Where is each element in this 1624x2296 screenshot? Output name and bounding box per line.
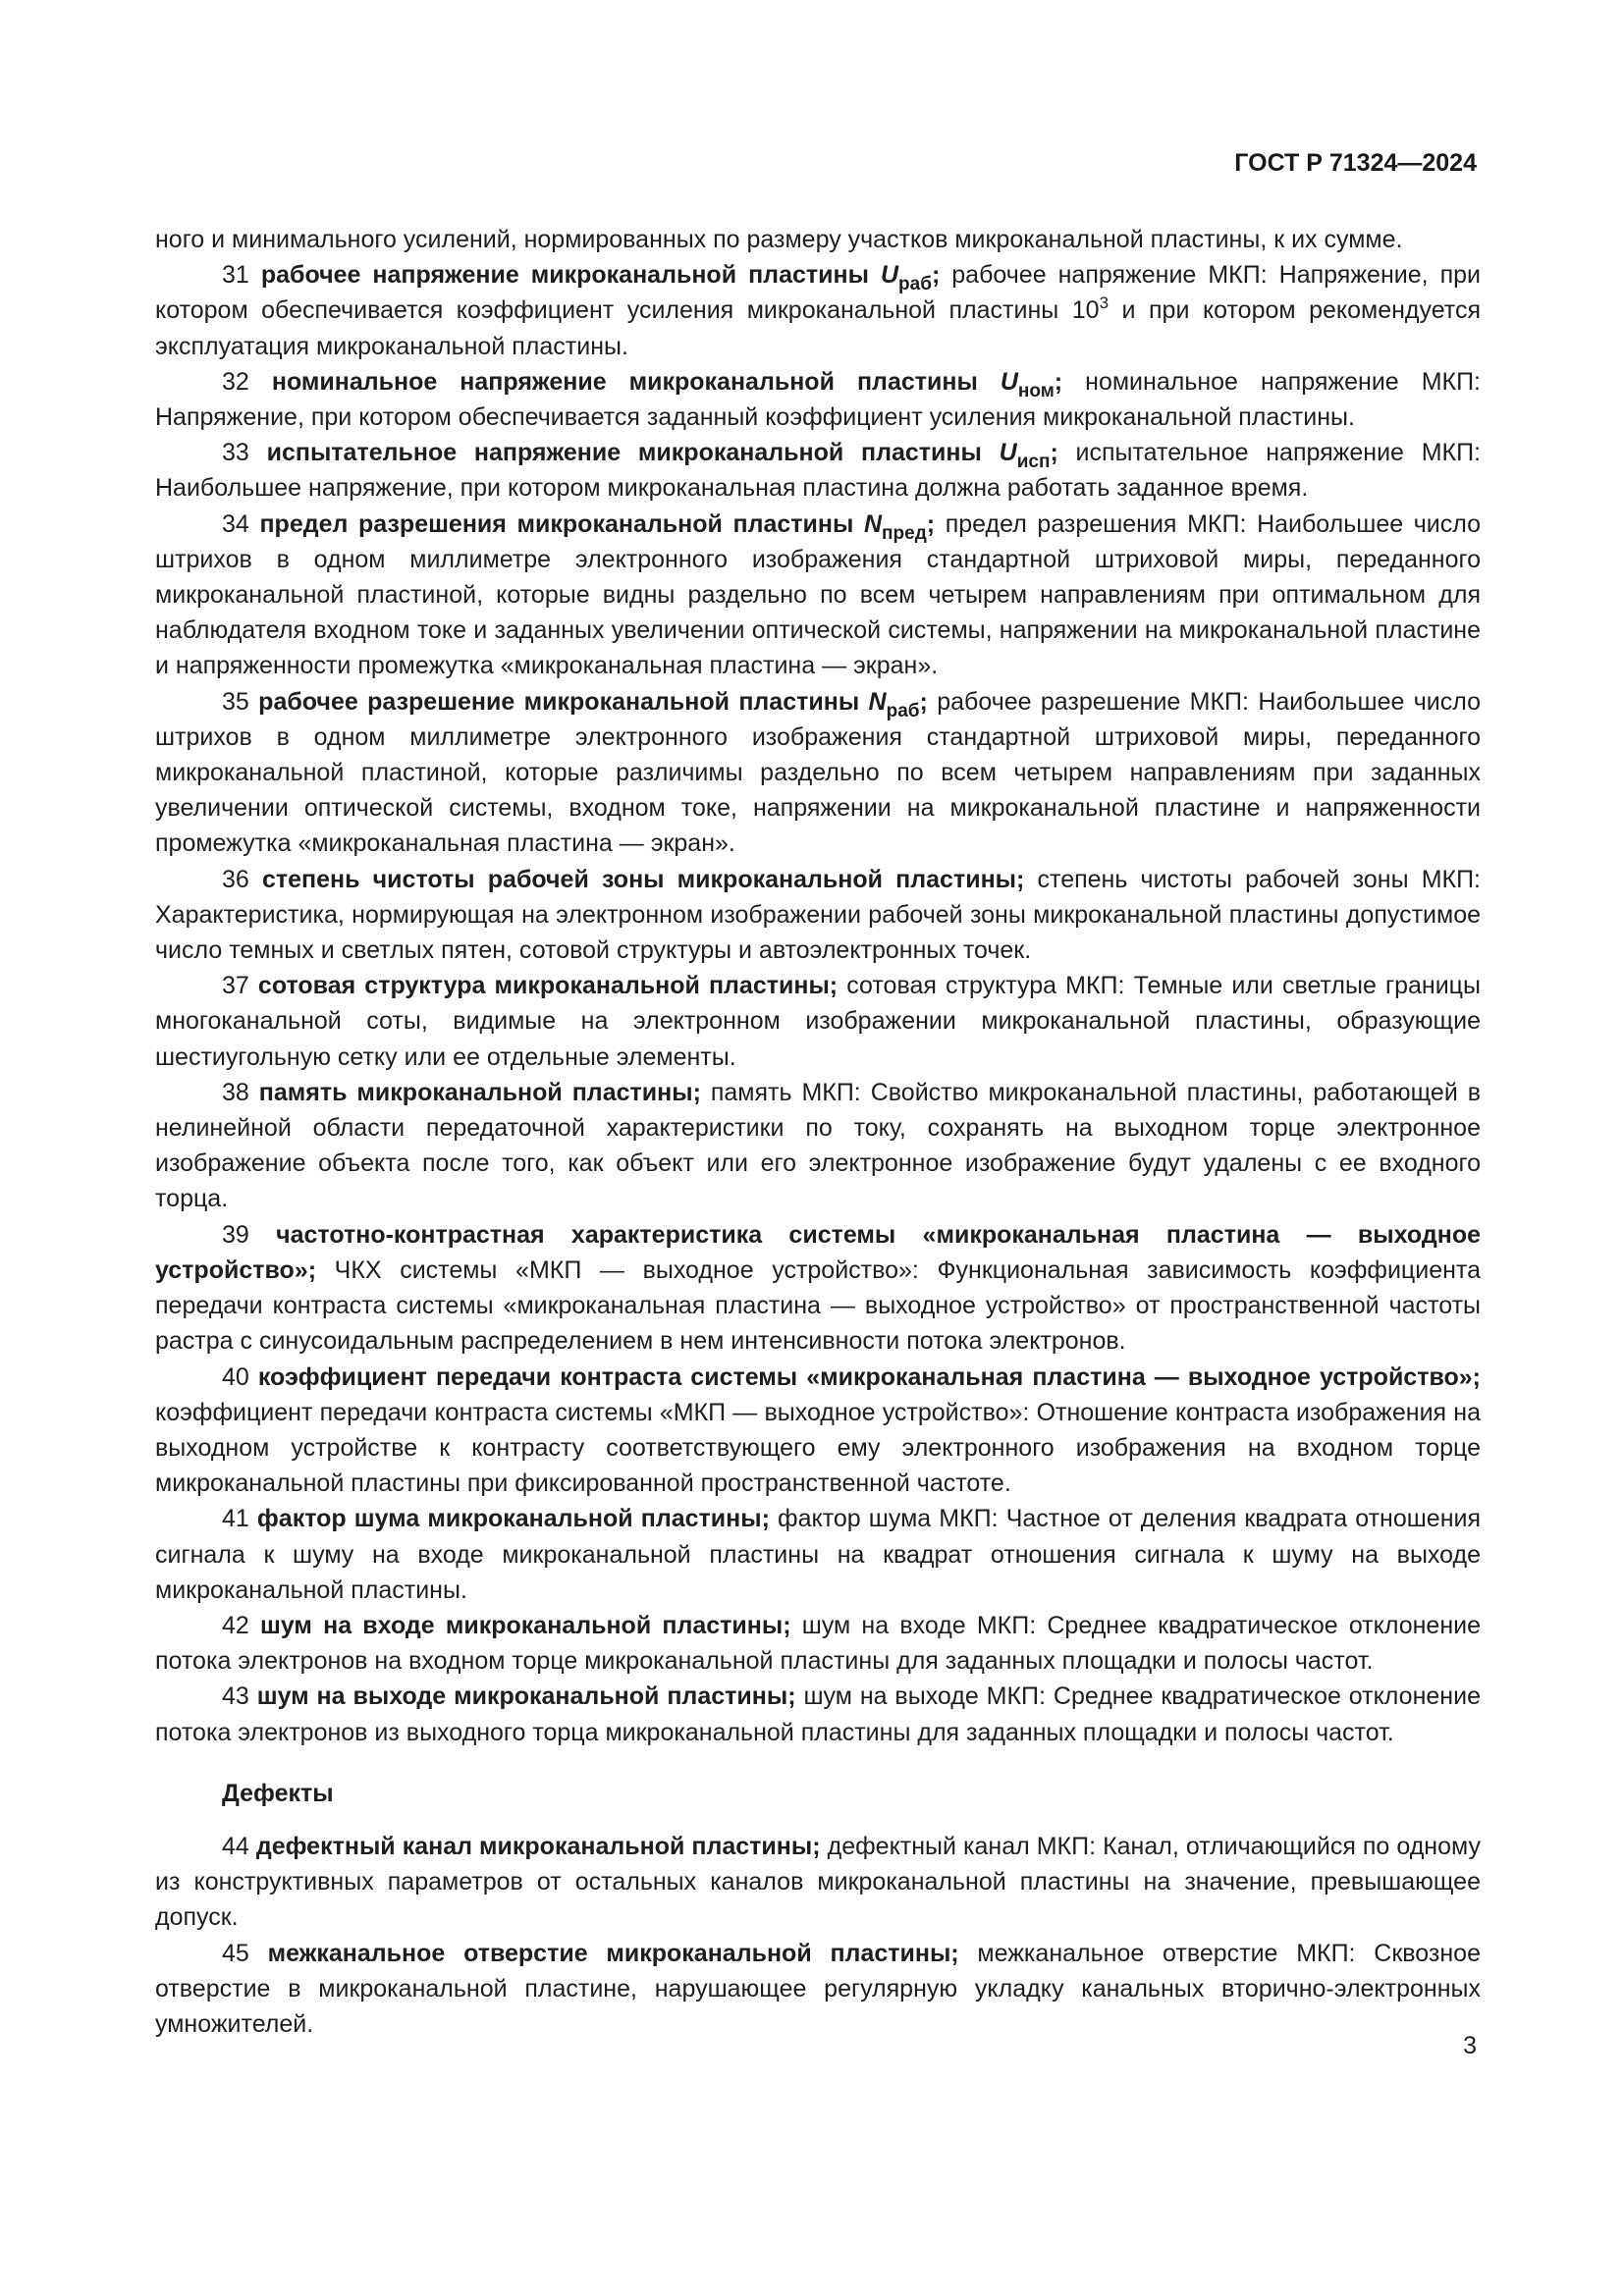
term-entry-42 xyxy=(155,1608,1481,1679)
entry-definition: Свойство микроканальной пластины, работающей в нелинейной области передаточной характеристики по току, сохранять на выходном торце электронное изображение объекта после того, как объект или его электронное изображение будут удалены с ее входного торца. xyxy=(155,1078,1482,1213)
entry-definition: Частное от деления квадрата отношения сигнала к шуму на входе микроканальной пластины на квадрат отношения сигнала к шуму на выходе микроканальной пластины. xyxy=(155,1505,1482,1604)
entry-symbol-subscript: пред xyxy=(882,522,927,544)
entry-symbol: U xyxy=(1000,367,1018,396)
entry-term: частотно-контрастная характеристика системы «микроканальная пластина — выходное устройство»; xyxy=(155,1220,1481,1284)
document-code: ГОСТ Р 71324—2024 xyxy=(1234,149,1477,177)
term-entry-34: 34 предел разрешения микроканальной пластины $N_{пред}$; предел разрешения МКП: Наибольшее число штрихов в одном миллиметре электронного изображения стандартной штриховой миры, переданного микроканальной пластиной, которые видны раздельно по всем четырем направлениям при оптимальном для наблюдателя входном токе и заданных увеличении оптической системы, напряжении на микроканальной пластине и напряженности промежутка «микроканальная пластина — экран». xyxy=(155,509,1482,680)
entry-number: 41 xyxy=(222,1505,249,1533)
entry-short-term: память МКП: xyxy=(710,1078,861,1106)
entry-definition: Функциональная зависимость коэффициента передачи контраста системы «микроканальная пластина — выходное устройство» от пространственной частоты растра с синусоидальным распределением в нем интенсивности потока электронов. xyxy=(155,1255,1481,1356)
entry-number: 35 xyxy=(222,687,249,716)
entry-number: 43 xyxy=(222,1682,249,1711)
section-heading-defects: Дефекты xyxy=(222,1779,334,1807)
entry-term: рабочее напряжение микроканальной пластины xyxy=(260,261,869,290)
entry-number: 31 xyxy=(222,261,249,290)
entry-symbol: U xyxy=(999,439,1017,467)
entry-number: 34 xyxy=(222,509,249,538)
term-entry-39 xyxy=(155,1217,1481,1360)
term-entry-37 xyxy=(155,968,1481,1075)
entry-definition: Среднее квадратическое отклонение потока электронов из выходного торца микроканальной пластины для заданных площадки и полосы частот. xyxy=(155,1682,1481,1746)
entry-number: 39 xyxy=(222,1220,249,1249)
entry-term: испытательное напряжение микроканальной пластины xyxy=(266,439,982,467)
entry-symbol: N xyxy=(863,509,883,538)
continuation-paragraph: ного и минимального усилений, нормированных по размеру участков микроканальной пластины, к их сумме. xyxy=(155,226,1403,253)
entry-short-term: ЧКХ системы «МКП — выходное устройство»: xyxy=(334,1255,919,1284)
entry-number: 40 xyxy=(222,1362,249,1391)
entry-term: межканальное отверстие микроканальной пластины; xyxy=(267,1939,959,1967)
entry-definition: Среднее квадратическое отклонение потока электронов на входном торце микроканальной пластины для заданных площадки и полосы частот. xyxy=(155,1611,1482,1676)
entry-definition: Напряжение, при котором обеспечивается заданный коэффициент усиления микроканальной пластины. xyxy=(155,403,1355,432)
entry-number: 37 xyxy=(222,972,249,1000)
entry-term: коэффициент передачи контраста системы «микроканальная пластина — выходное устройство»; xyxy=(257,1362,1481,1391)
entry-number: 38 xyxy=(222,1078,249,1106)
term-entry-41 xyxy=(155,1501,1481,1608)
entry-short-term: коэффициент передачи контраста системы «МКП — выходное устройство»: xyxy=(155,1398,1030,1426)
entry-symbol-subscript: исп xyxy=(1016,452,1051,473)
entry-definition: Темные или светлые границы многоканальной соты, видимые на электронном изображении микроканальной пластины, образующие шестиугольную сетку или ее отдельные элементы. xyxy=(155,972,1481,1071)
entry-term: память микроканальной пластины; xyxy=(258,1078,701,1106)
entry-symbol-subscript: раб xyxy=(886,700,920,721)
term-entry-32: 32 номинальное напряжение микроканальной пластины $U_{ном}$; номинальное напряжение МКП: Напряжение, при котором обеспечивается заданный коэффициент усиления микроканальной пластины. xyxy=(155,367,1482,432)
entry-term: сотовая структура микроканальной пластины; xyxy=(257,972,839,1000)
entry-short-term: сотовая структура МКП: xyxy=(846,972,1125,1000)
entry-number: 42 xyxy=(222,1611,249,1639)
entry-definition: Отношение контраста изображения на выходном устройстве к контрасту соответствующего ему электронного изображения на входном торце микроканальной пластины при фиксированной пространственной частоте. xyxy=(155,1398,1481,1498)
entry-definition: Напряжение, при котором обеспечивается коэффициент усиления микроканальной пластины 10 xyxy=(155,261,1481,325)
entry-term: степень чистоты рабочей зоны микроканальной пластины; xyxy=(261,865,1025,893)
document-body xyxy=(155,222,1481,2042)
entry-number: 33 xyxy=(222,439,249,467)
term-entry-31: 31 рабочее напряжение микроканальной пластины $U_{раб}$; рабочее напряжение МКП: Напряжение, при котором обеспечивается коэффициент усиления микроканальной пластины $10^3$ и при котором рекомендуется эксплуатация микроканальной пластины. xyxy=(155,261,1482,360)
entry-short-term: фактор шума МКП: xyxy=(778,1505,999,1533)
entry-term: дефектный канал микроканальной пластины; xyxy=(255,1832,821,1860)
entry-definition: Сквозное отверстие в микроканальной пластине, нарушающее регулярную укладку канальных вторично-электронных умножителей. xyxy=(155,1939,1481,2038)
entry-definition: Наибольшее число штрихов в одном миллиметре электронного изображения стандартной штриховой миры, переданного микроканальной пластиной, которые видны раздельно по всем четырем направлениям при оптимальном для наблюдателя входном токе и заданных увеличении оптической системы, напряжении на микроканальной пластине и напряженности промежутка «микроканальная пластина — экран». xyxy=(155,509,1482,680)
term-entry-35: 35 рабочее разрешение микроканальной пластины $N_{раб}$; рабочее разрешение МКП: Наибольшее число штрихов в одном миллиметре электронного изображения стандартной штриховой миры, переданного микроканальной пластиной, которые различимы раздельно по всем четырем направлениям при заданных увеличении оптической системы, входном токе, напряжении на микроканальной пластине и напряженности промежутка «микроканальная пластина — экран». xyxy=(155,687,1482,858)
entry-definition: Характеристика, нормирующая на электронном изображении рабочей зоны микроканальной пластины допустимое число темных и светлых пятен, сотовой структуры и автоэлектронных точек. xyxy=(155,900,1481,965)
entry-short-term: номинальное напряжение МКП: xyxy=(1085,367,1482,396)
entry-short-term: предел разрешения МКП: xyxy=(945,509,1247,538)
entry-short-term: межканальное отверстие МКП: xyxy=(977,1939,1356,1967)
entry-definition-continued: и при котором рекомендуется эксплуатация микроканальной пластины. xyxy=(155,296,1482,360)
entry-term: рабочее разрешение микроканальной пластины xyxy=(258,687,860,716)
entry-short-term: шум на входе МКП: xyxy=(801,1611,1037,1639)
entry-symbol-subscript: раб xyxy=(898,274,932,295)
entry-short-term: испытательное напряжение МКП: xyxy=(1075,439,1482,467)
entry-definition: Наибольшее число штрихов в одном миллиметре электронного изображения стандартной штриховой миры, переданного микроканальной пластиной, которые различимы раздельно по всем четырем направлениям при заданных увеличении оптической системы, входном токе, напряжении на микроканальной пластине и напряженности промежутка «микроканальная пластина — экран». xyxy=(155,687,1482,858)
term-entry-43 xyxy=(155,1679,1481,1749)
entry-short-term: шум на выходе МКП: xyxy=(803,1682,1046,1711)
entry-number: 36 xyxy=(222,865,249,893)
entry-term: шум на входе микроканальной пластины; xyxy=(260,1611,791,1639)
page-number: 3 xyxy=(1463,2032,1477,2059)
entry-symbol: N xyxy=(868,687,887,716)
term-entry-33: 33 испытательное напряжение микроканальной пластины $U_{исп}$; испытательное напряжение МКП: Наибольшее напряжение, при котором микроканальная пластина должна работать заданное время. xyxy=(155,439,1482,503)
entry-short-term: степень чистоты рабочей зоны МКП: xyxy=(1037,865,1481,893)
entry-symbol: U xyxy=(880,261,899,290)
entry-superscript: 3 xyxy=(1099,294,1110,313)
entry-symbol-subscript: ном xyxy=(1017,380,1055,401)
term-entry-36 xyxy=(155,862,1481,969)
entry-short-term: рабочее разрешение МКП: xyxy=(937,687,1249,716)
entry-short-term: дефектный канал МКП: xyxy=(827,1832,1097,1860)
term-entry-40 xyxy=(155,1360,1481,1502)
entry-term: шум на выходе микроканальной пластины; xyxy=(256,1682,796,1711)
term-entry-44 xyxy=(155,1829,1481,1936)
entry-number: 45 xyxy=(222,1939,249,1967)
entry-term: фактор шума микроканальной пластины; xyxy=(256,1505,770,1533)
entry-definition: Канал, отличающийся по одному из конструктивных параметров от остальных каналов микроканальной пластины на значение, превышающее допуск. xyxy=(155,1832,1481,1932)
entry-term: предел разрешения микроканальной пластины xyxy=(259,509,854,538)
entry-number: 32 xyxy=(222,367,249,396)
entry-term: номинальное напряжение микроканальной пластины xyxy=(271,367,978,396)
term-entry-38 xyxy=(155,1075,1481,1217)
entry-short-term: рабочее напряжение МКП: xyxy=(951,261,1268,290)
term-entry-45 xyxy=(155,1936,1481,2043)
entry-number: 44 xyxy=(222,1832,249,1860)
entry-definition: Наибольшее напряжение, при котором микроканальная пластина должна работать заданное время. xyxy=(155,474,1309,503)
